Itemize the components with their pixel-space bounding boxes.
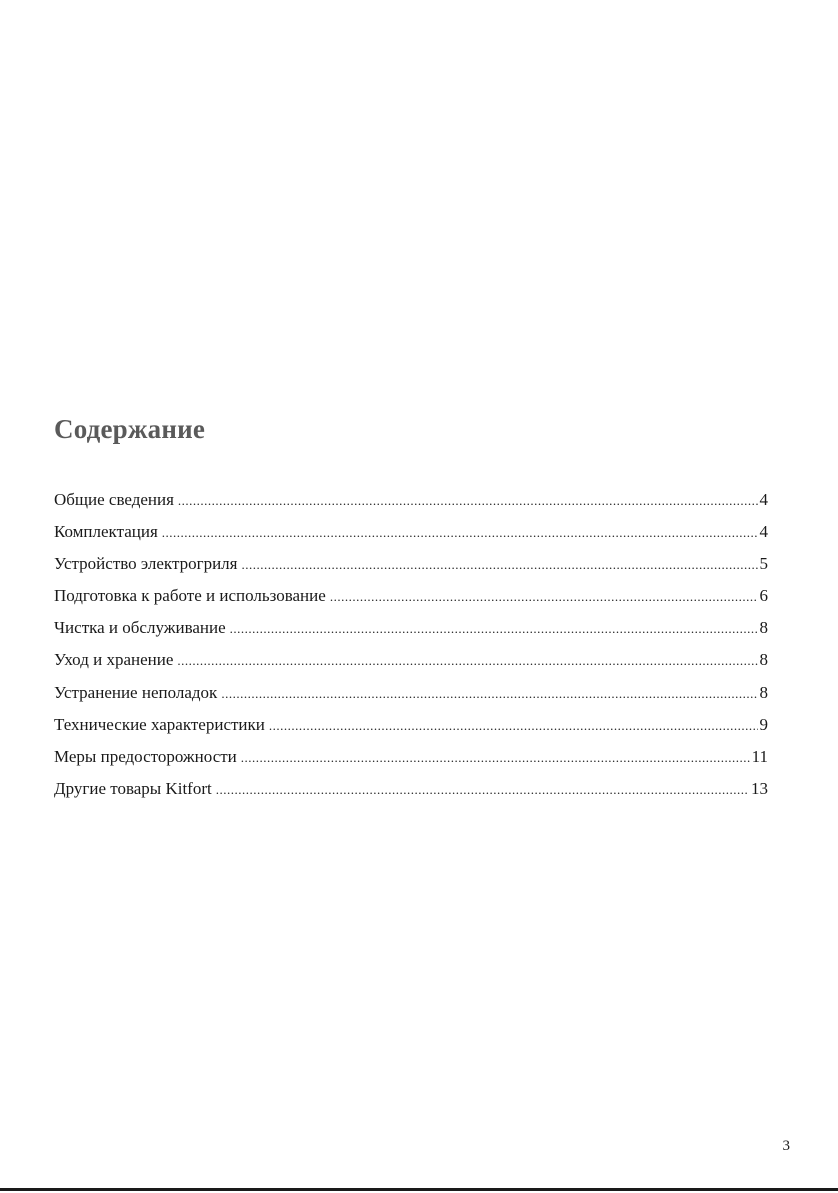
toc-entry-label: Подготовка к работе и использование <box>54 586 326 606</box>
page-title: Содержание <box>54 414 206 444</box>
toc-entry-cleaning-and-maintenance[interactable] <box>54 612 768 644</box>
toc-entry-label: Устранение неполадок <box>54 682 218 702</box>
toc-entry-troubleshooting[interactable] <box>54 677 768 709</box>
toc-entry-label: Общие сведения <box>54 490 174 509</box>
toc-leader-dots <box>162 517 758 549</box>
toc-leader-dots <box>221 678 757 710</box>
toc-entry-package-contents[interactable] <box>54 516 768 548</box>
toc-leader-dots <box>216 774 749 806</box>
toc-entry-label: Комплектация <box>54 522 158 542</box>
toc-entry-device-structure[interactable] <box>54 548 768 580</box>
toc-entry-page: 6 <box>759 586 768 606</box>
toc-leader-dots <box>178 485 758 517</box>
toc-leader-dots <box>241 549 757 581</box>
toc-leader-dots <box>177 645 757 677</box>
toc-entry-page: 11 <box>751 746 768 766</box>
toc-entry-label: Другие товары Kitfort <box>54 778 212 798</box>
toc-leader-dots <box>269 710 758 742</box>
toc-entry-page: 4 <box>759 490 768 509</box>
toc-entry-label: Технические характеристики <box>54 714 265 734</box>
toc-entry-label: Чистка и обслуживание <box>54 618 226 638</box>
toc-entry-label: Уход и хранение <box>54 650 174 670</box>
toc-leader-dots <box>241 742 750 774</box>
toc-entry-page: 8 <box>759 618 768 638</box>
toc-entry-page: 9 <box>759 714 768 734</box>
toc-entry-safety-precautions[interactable] <box>54 741 768 773</box>
toc-leader-dots <box>330 581 758 613</box>
toc-entry-page: 5 <box>759 554 768 574</box>
toc-entry-specifications[interactable] <box>54 709 768 741</box>
toc-entry-label: Устройство электрогриля <box>54 554 238 574</box>
page-number: 3 <box>782 1138 790 1154</box>
toc-entry-page: 13 <box>751 778 768 798</box>
toc-entry-preparation-and-use[interactable] <box>54 580 768 612</box>
toc-entry-page: 4 <box>759 522 768 542</box>
bottom-rule <box>0 1188 838 1191</box>
toc-entry-page: 8 <box>759 650 768 670</box>
table-of-contents <box>54 484 768 805</box>
toc-entry-general-info[interactable] <box>54 484 768 516</box>
toc-entry-care-and-storage[interactable] <box>54 644 768 676</box>
toc-entry-page: 8 <box>759 682 768 702</box>
toc-leader-dots <box>230 613 758 645</box>
toc-entry-label: Меры предосторожности <box>54 746 237 766</box>
toc-entry-other-products[interactable] <box>54 773 768 805</box>
